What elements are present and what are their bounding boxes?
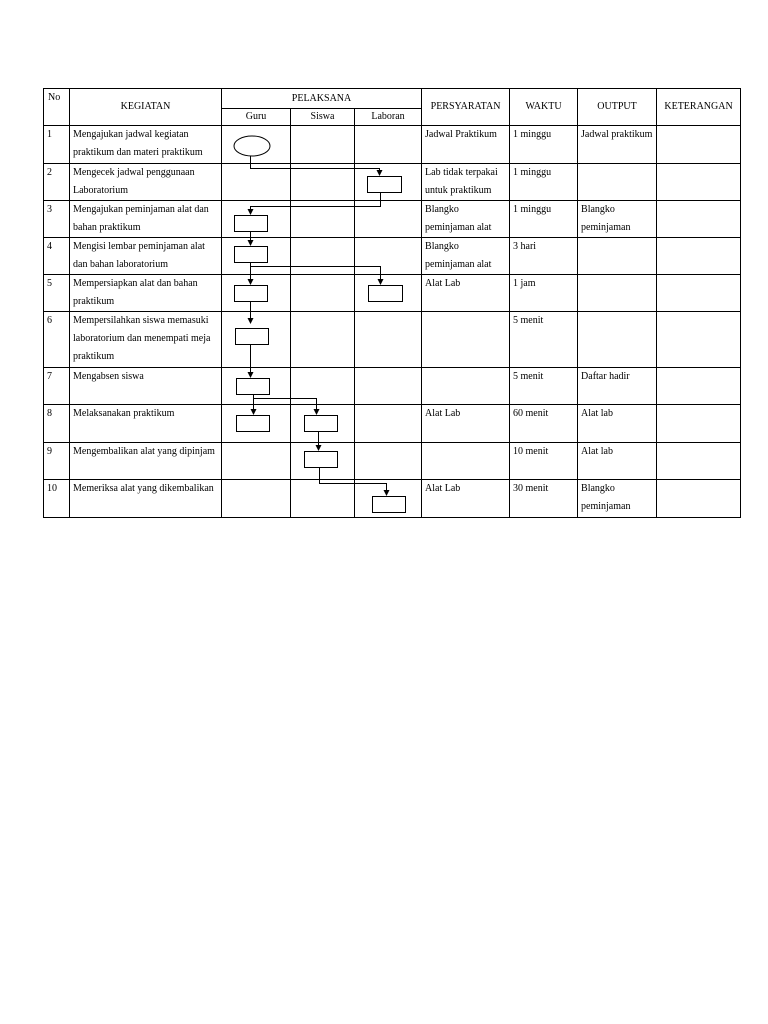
notes-cell: [657, 480, 741, 518]
lane-laboran-cell: [355, 405, 422, 443]
lane-siswa-cell: [291, 480, 355, 518]
activity-cell: Mempersiapkan alat dan bahan praktikum: [70, 275, 222, 312]
time-cell: 1 minggu: [510, 201, 578, 238]
header-pelaksana: PELAKSANA: [222, 89, 422, 109]
activity-cell: Mengecek jadwal penggunaan Laboratorium: [70, 164, 222, 201]
header-siswa: Siswa: [291, 109, 355, 126]
lane-laboran-cell: [355, 480, 422, 518]
output-cell: [578, 238, 657, 275]
notes-cell: [657, 238, 741, 275]
lane-laboran-cell: [355, 312, 422, 368]
header-guru: Guru: [222, 109, 291, 126]
row-number: 1: [44, 126, 70, 164]
requirement-cell: Alat Lab: [422, 480, 510, 518]
table-row: [44, 312, 741, 368]
requirement-cell: [422, 443, 510, 480]
time-cell: 5 menit: [510, 312, 578, 368]
row-number: 3: [44, 201, 70, 238]
lane-laboran-cell: [355, 275, 422, 312]
lane-guru-cell: [222, 238, 291, 275]
row-number: 4: [44, 238, 70, 275]
time-cell: 5 menit: [510, 368, 578, 405]
header-laboran: Laboran: [355, 109, 422, 126]
output-cell: Alat lab: [578, 443, 657, 480]
table-row: [44, 480, 741, 518]
lane-siswa-cell: [291, 443, 355, 480]
lane-guru-cell: [222, 480, 291, 518]
header-output: OUTPUT: [578, 89, 657, 126]
time-cell: 1 minggu: [510, 126, 578, 164]
notes-cell: [657, 126, 741, 164]
output-cell: [578, 164, 657, 201]
lane-guru-cell: [222, 164, 291, 201]
lane-guru-cell: [222, 443, 291, 480]
notes-cell: [657, 201, 741, 238]
lane-laboran-cell: [355, 164, 422, 201]
output-cell: Blangko peminjaman: [578, 201, 657, 238]
lane-laboran-cell: [355, 238, 422, 275]
requirement-cell: Blangko peminjaman alat: [422, 238, 510, 275]
lane-siswa-cell: [291, 238, 355, 275]
lane-guru-cell: [222, 126, 291, 164]
lane-guru-cell: [222, 201, 291, 238]
row-number: 9: [44, 443, 70, 480]
row-number: 5: [44, 275, 70, 312]
activity-cell: Mengajukan jadwal kegiatan praktikum dan materi praktikum: [70, 126, 222, 164]
table-row: [44, 201, 741, 238]
lane-laboran-cell: [355, 201, 422, 238]
lane-siswa-cell: [291, 201, 355, 238]
output-cell: Jadwal praktikum: [578, 126, 657, 164]
lane-siswa-cell: [291, 164, 355, 201]
lane-guru-cell: [222, 368, 291, 405]
lane-siswa-cell: [291, 275, 355, 312]
time-cell: 1 minggu: [510, 164, 578, 201]
lane-siswa-cell: [291, 405, 355, 443]
notes-cell: [657, 275, 741, 312]
lane-laboran-cell: [355, 126, 422, 164]
output-cell: Blangko peminjaman: [578, 480, 657, 518]
table-row: [44, 275, 741, 312]
notes-cell: [657, 443, 741, 480]
lane-guru-cell: [222, 312, 291, 368]
requirement-cell: Lab tidak terpakai untuk praktikum: [422, 164, 510, 201]
requirement-cell: Jadwal Praktikum: [422, 126, 510, 164]
table-row: [44, 443, 741, 480]
time-cell: 3 hari: [510, 238, 578, 275]
row-number: 7: [44, 368, 70, 405]
activity-cell: Mengabsen siswa: [70, 368, 222, 405]
header-waktu: WAKTU: [510, 89, 578, 126]
table-row: [44, 368, 741, 405]
notes-cell: [657, 312, 741, 368]
requirement-cell: [422, 312, 510, 368]
activity-cell: Mengisi lembar peminjaman alat dan bahan laboratorium: [70, 238, 222, 275]
requirement-cell: Blangko peminjaman alat: [422, 201, 510, 238]
output-cell: [578, 312, 657, 368]
row-number: 2: [44, 164, 70, 201]
lane-siswa-cell: [291, 312, 355, 368]
time-cell: 10 menit: [510, 443, 578, 480]
requirement-cell: Alat Lab: [422, 275, 510, 312]
requirement-cell: [422, 368, 510, 405]
lane-laboran-cell: [355, 368, 422, 405]
table-row: [44, 126, 741, 164]
table-row: [44, 164, 741, 201]
activity-cell: Memeriksa alat yang dikembalikan: [70, 480, 222, 518]
requirement-cell: Alat Lab: [422, 405, 510, 443]
notes-cell: [657, 164, 741, 201]
output-cell: Alat lab: [578, 405, 657, 443]
table-row: [44, 405, 741, 443]
row-number: 8: [44, 405, 70, 443]
time-cell: 60 menit: [510, 405, 578, 443]
row-number: 6: [44, 312, 70, 368]
header-keterangan: KETERANGAN: [657, 89, 741, 126]
header-no: No: [44, 89, 70, 126]
output-cell: [578, 275, 657, 312]
activity-cell: Mengajukan peminjaman alat dan bahan praktikum: [70, 201, 222, 238]
header-persyaratan: PERSYARATAN: [422, 89, 510, 126]
activity-cell: Mempersilahkan siswa memasuki laboratorium dan menempati meja praktikum: [70, 312, 222, 368]
table-row: [44, 238, 741, 275]
lane-siswa-cell: [291, 126, 355, 164]
lane-guru-cell: [222, 405, 291, 443]
sop-table: [43, 88, 741, 518]
time-cell: 30 menit: [510, 480, 578, 518]
lane-laboran-cell: [355, 443, 422, 480]
lane-siswa-cell: [291, 368, 355, 405]
notes-cell: [657, 368, 741, 405]
row-number: 10: [44, 480, 70, 518]
output-cell: Daftar hadir: [578, 368, 657, 405]
header-kegiatan: KEGIATAN: [70, 89, 222, 126]
notes-cell: [657, 405, 741, 443]
activity-cell: Mengembalikan alat yang dipinjam: [70, 443, 222, 480]
activity-cell: Melaksanakan praktikum: [70, 405, 222, 443]
time-cell: 1 jam: [510, 275, 578, 312]
lane-guru-cell: [222, 275, 291, 312]
